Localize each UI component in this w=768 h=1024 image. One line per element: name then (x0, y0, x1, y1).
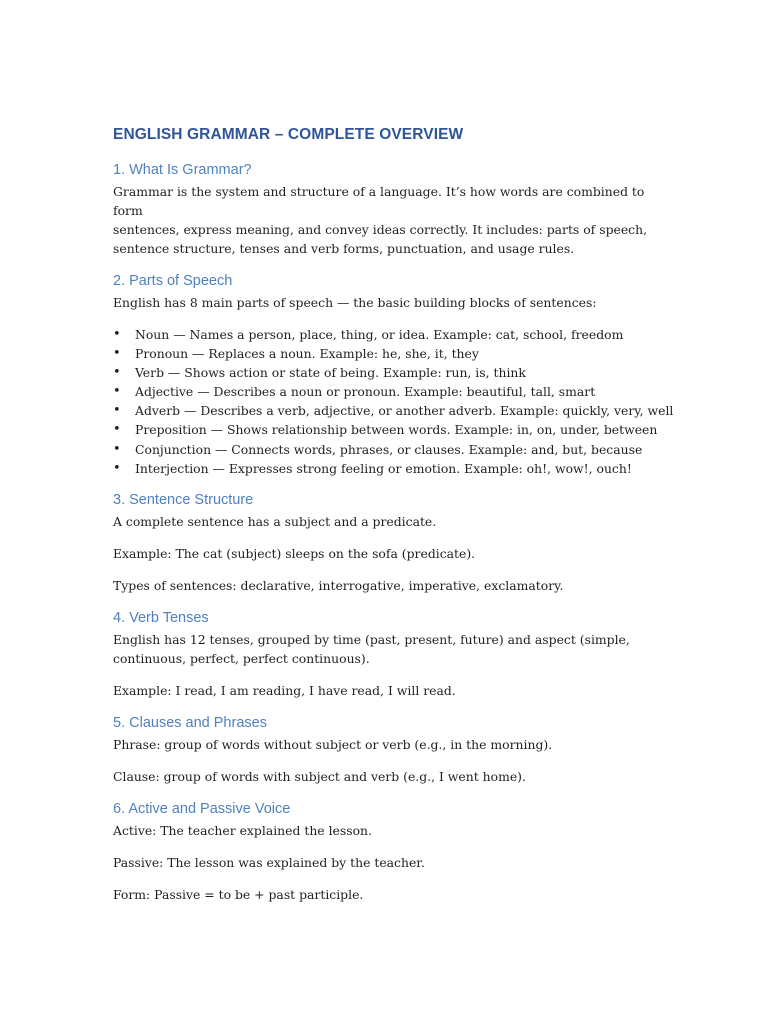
bullet-icon: • (113, 460, 121, 476)
list-item (113, 459, 653, 478)
list-item-text: Adverb — Describes a verb, adjective, or another adverb. Example: quickly, very, well (135, 403, 674, 419)
list-item-text: Noun — Names a person, place, thing, or idea. Example: cat, school, freedom (135, 327, 624, 342)
paragraph: A complete sentence has a subject and a predicate. (113, 513, 437, 529)
section-heading: 2. Parts of Speech (113, 273, 233, 289)
paragraph: English has 8 main parts of speech — the basic building blocks of sentences: (113, 295, 597, 310)
section-heading: 5. Clauses and Phrases (113, 714, 267, 731)
paragraph: English has 12 tenses, grouped by time (past, present, future) and aspect (simple, continuous, perfect, perfect continuous). (113, 631, 630, 666)
section-heading: 1. What Is Grammar? (113, 162, 252, 178)
paragraph: Grammar is the system and structure of a language. It’s how words are combined to form sentences, express meaning, and convey ideas correctly. It includes: parts of speech, sentence structure, tenses and verb forms, punctuation, and usage rules. (113, 184, 648, 256)
section-heading: 4. Verb Tenses (113, 609, 209, 626)
list-item-text: Verb — Shows action or state of being. Example: run, is, think (135, 365, 526, 381)
list-item (113, 401, 674, 420)
list-item (113, 382, 653, 401)
document-page (113, 124, 674, 917)
paragraph: Form: Passive = to be + past participle. (113, 886, 364, 902)
list-item (113, 363, 653, 382)
list-item-text: Conjunction — Connects words, phrases, or clauses. Example: and, but, because (135, 441, 643, 457)
section-heading: 6. Active and Passive Voice (113, 800, 291, 817)
bullet-icon: • (113, 403, 121, 419)
list-item (113, 344, 653, 363)
bullet-icon: • (113, 384, 121, 400)
list-item (113, 420, 658, 439)
section-what-is-grammar (113, 160, 653, 258)
paragraph: Active: The teacher explained the lesson. (113, 822, 372, 838)
bullet-icon: • (113, 327, 121, 342)
paragraph: Example: I read, I am reading, I have read, I will read. (113, 682, 456, 698)
paragraph: Passive: The lesson was explained by the teacher. (113, 854, 425, 870)
section-heading: 3. Sentence Structure (113, 491, 254, 508)
bullet-icon: • (113, 365, 121, 381)
bullet-icon: • (113, 346, 121, 362)
paragraph: Clause: group of words with subject and verb (e.g., I went home). (113, 768, 526, 784)
paragraph: Example: The cat (subject) sleeps on the sofa (predicate). (113, 545, 476, 561)
list-item-text: Interjection — Expresses strong feeling or emotion. Example: oh!, wow!, ouch! (135, 460, 632, 476)
bullet-icon: • (113, 441, 121, 457)
paragraph: Phrase: group of words without subject or verb (e.g., in the morning). (113, 736, 553, 752)
document-title: ENGLISH GRAMMAR – COMPLETE OVERVIEW (113, 126, 464, 143)
section-parts-of-speech (113, 271, 674, 478)
section-clauses-and-phrases (113, 713, 653, 786)
list-item-text: Preposition — Shows relationship between words. Example: in, on, under, between (135, 422, 658, 438)
list-item (113, 325, 653, 344)
list-item-text: Pronoun — Replaces a noun. Example: he, she, it, they (135, 346, 479, 362)
section-sentence-structure (113, 490, 653, 595)
parts-of-speech-list (113, 325, 674, 478)
bullet-icon: • (113, 422, 121, 438)
section-verb-tenses (113, 608, 653, 700)
paragraph: Types of sentences: declarative, interrogative, imperative, exclamatory. (113, 577, 564, 593)
list-item (113, 440, 653, 459)
list-item-text: Adjective — Describes a noun or pronoun. Example: beautiful, tall, smart (135, 384, 596, 400)
section-active-passive-voice (113, 799, 653, 904)
